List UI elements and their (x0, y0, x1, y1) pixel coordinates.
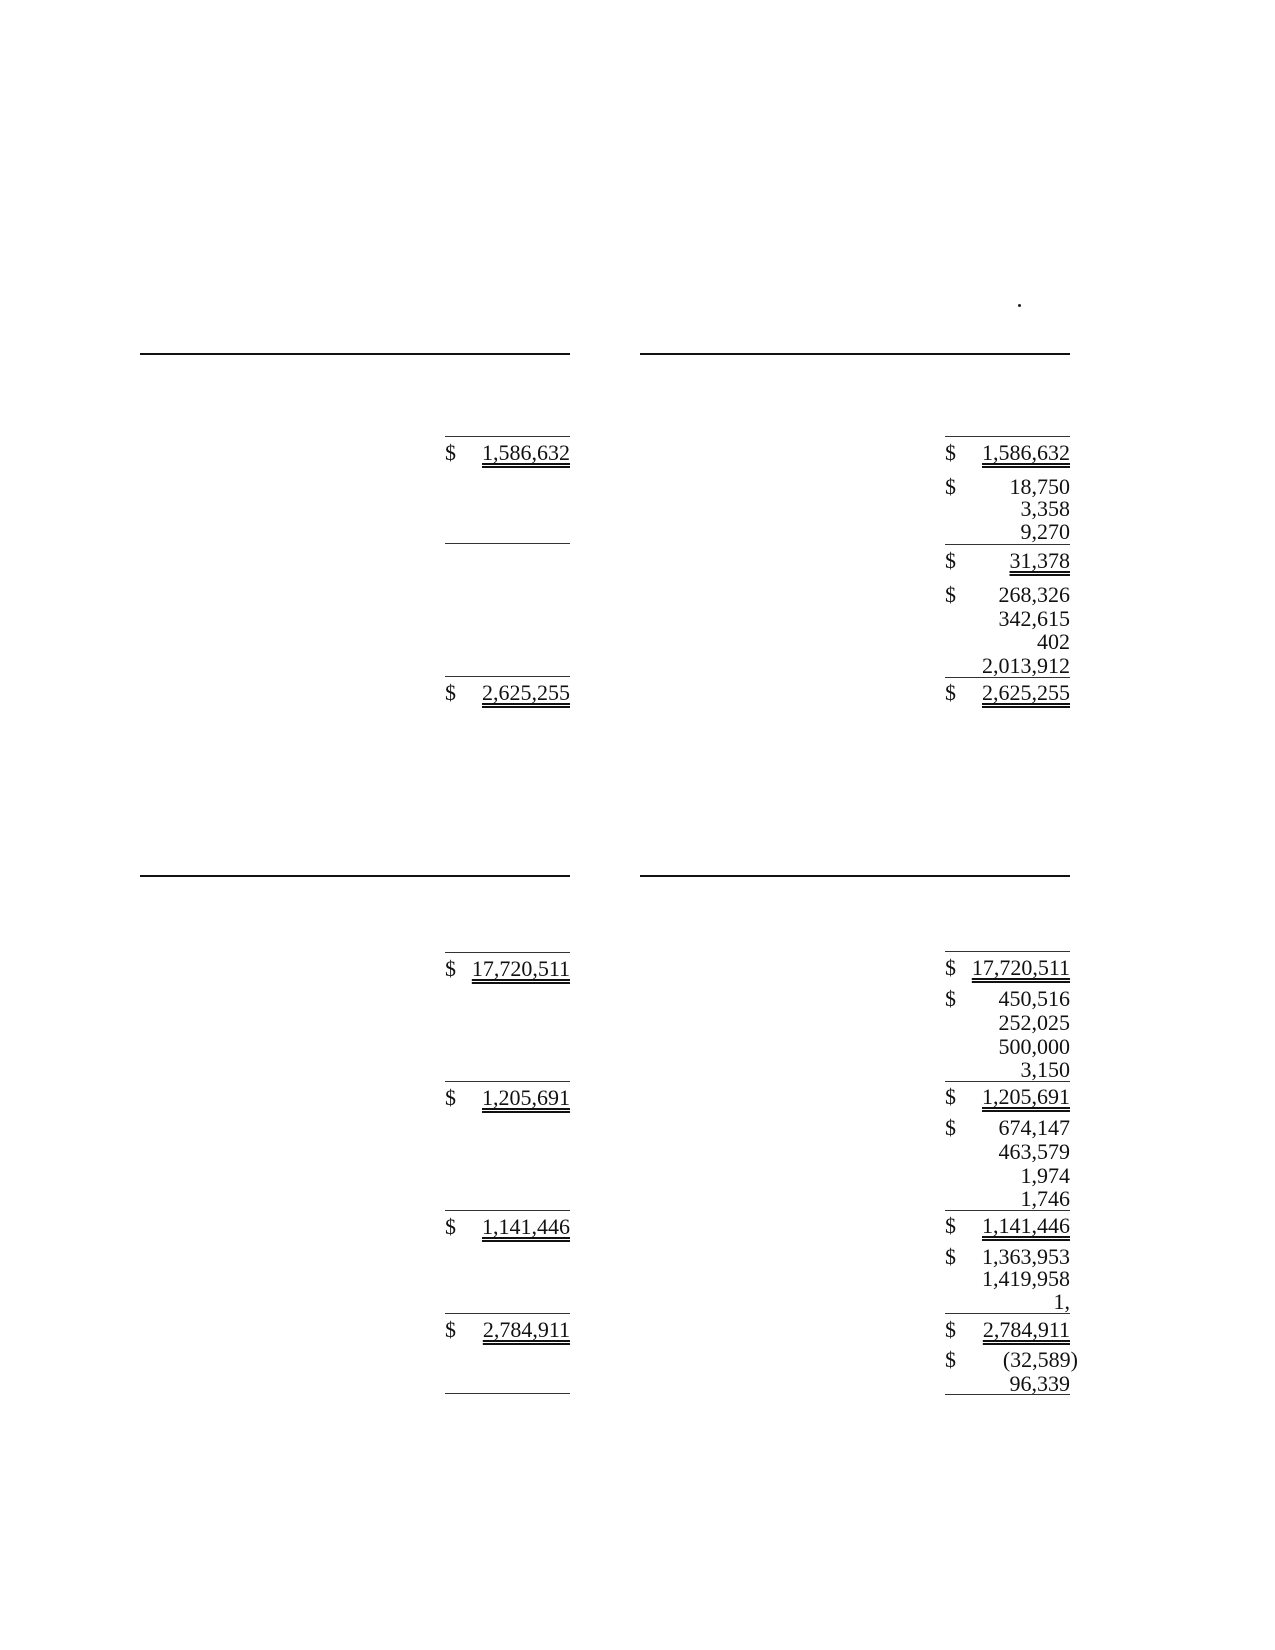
currency-symbol: $ (945, 986, 956, 1011)
currency-symbol: $ (945, 474, 956, 499)
page-mark (1018, 304, 1021, 307)
rule (945, 951, 1070, 952)
right-g4-item: 96,339 (1009, 1371, 1070, 1396)
currency-symbol: $ (445, 1085, 456, 1110)
currency-symbol: $ (445, 440, 456, 465)
currency-symbol: $ (445, 956, 456, 981)
right-g2-total: 1,141,446 (982, 1213, 1070, 1238)
right-g3-item: 1,363,953 (982, 1244, 1070, 1269)
rule (445, 1210, 570, 1211)
section-2-left-header-rule (140, 875, 570, 877)
currency-symbol: $ (945, 1213, 956, 1238)
right-g2-item: 1,974 (1020, 1163, 1070, 1188)
left-total-b: 2,625,255 (482, 680, 570, 705)
right-g2-item: 268,326 (998, 582, 1070, 607)
currency-symbol: $ (445, 680, 456, 705)
rule (945, 1210, 1070, 1211)
currency-symbol: $ (945, 1244, 956, 1269)
right-g3-total: 2,784,911 (982, 1317, 1070, 1342)
right-g1-item: 3,358 (1020, 496, 1070, 521)
rule (445, 543, 570, 544)
right-g2-item: 463,579 (998, 1139, 1070, 1164)
currency-symbol: $ (445, 1317, 456, 1342)
left-total-a: 1,586,632 (482, 440, 570, 465)
right-g3-item: 1,419,958 (982, 1266, 1070, 1291)
rule (445, 1393, 570, 1394)
right-g1-item: 3,150 (1020, 1057, 1070, 1082)
left-total-c: 1,141,446 (482, 1214, 570, 1239)
currency-symbol: $ (945, 440, 956, 465)
currency-symbol: $ (945, 1084, 956, 1109)
right-g3-item: 1, (1053, 1289, 1070, 1314)
rule (445, 676, 570, 677)
right-g2-total: 2,625,255 (982, 680, 1070, 705)
section-1-left-header-rule (140, 353, 570, 355)
right-g1-total: 1,205,691 (982, 1084, 1070, 1109)
right-g2-item: 674,147 (998, 1115, 1070, 1140)
currency-symbol: $ (945, 955, 956, 980)
rule (445, 1081, 570, 1082)
right-g4-item: (32,589) (1002, 1347, 1078, 1372)
right-total-a: 17,720,511 (971, 955, 1070, 980)
right-g2-item: 2,013,912 (982, 653, 1070, 678)
currency-symbol: $ (945, 1347, 956, 1372)
left-total-b: 1,205,691 (482, 1085, 570, 1110)
section-2-right-header-rule (640, 875, 1070, 877)
currency-symbol: $ (945, 582, 956, 607)
right-g2-item: 342,615 (998, 606, 1070, 631)
right-g1-total: 31,378 (1009, 548, 1070, 573)
right-g1-item: 9,270 (1020, 519, 1070, 544)
right-g1-item: 500,000 (998, 1034, 1070, 1059)
left-total-d: 2,784,911 (482, 1317, 570, 1342)
currency-symbol: $ (945, 1317, 956, 1342)
rule (945, 544, 1070, 545)
right-g1-item: 18,750 (1009, 474, 1070, 499)
currency-symbol: $ (945, 1115, 956, 1140)
currency-symbol: $ (945, 680, 956, 705)
right-g2-item: 1,746 (1020, 1186, 1070, 1211)
rule (945, 436, 1070, 437)
right-g2-item: 402 (1037, 629, 1070, 654)
rule (445, 436, 570, 437)
rule (945, 677, 1070, 678)
section-1-right-header-rule (640, 353, 1070, 355)
right-g1-item: 252,025 (998, 1010, 1070, 1035)
rule (945, 1081, 1070, 1082)
currency-symbol: $ (945, 548, 956, 573)
currency-symbol: $ (445, 1214, 456, 1239)
rule (945, 1394, 1070, 1395)
right-g1-item: 450,516 (998, 986, 1070, 1011)
rule (445, 952, 570, 953)
rule (445, 1313, 570, 1314)
rule (945, 1313, 1070, 1314)
left-total-a: 17,720,511 (471, 956, 570, 981)
right-total-a: 1,586,632 (982, 440, 1070, 465)
